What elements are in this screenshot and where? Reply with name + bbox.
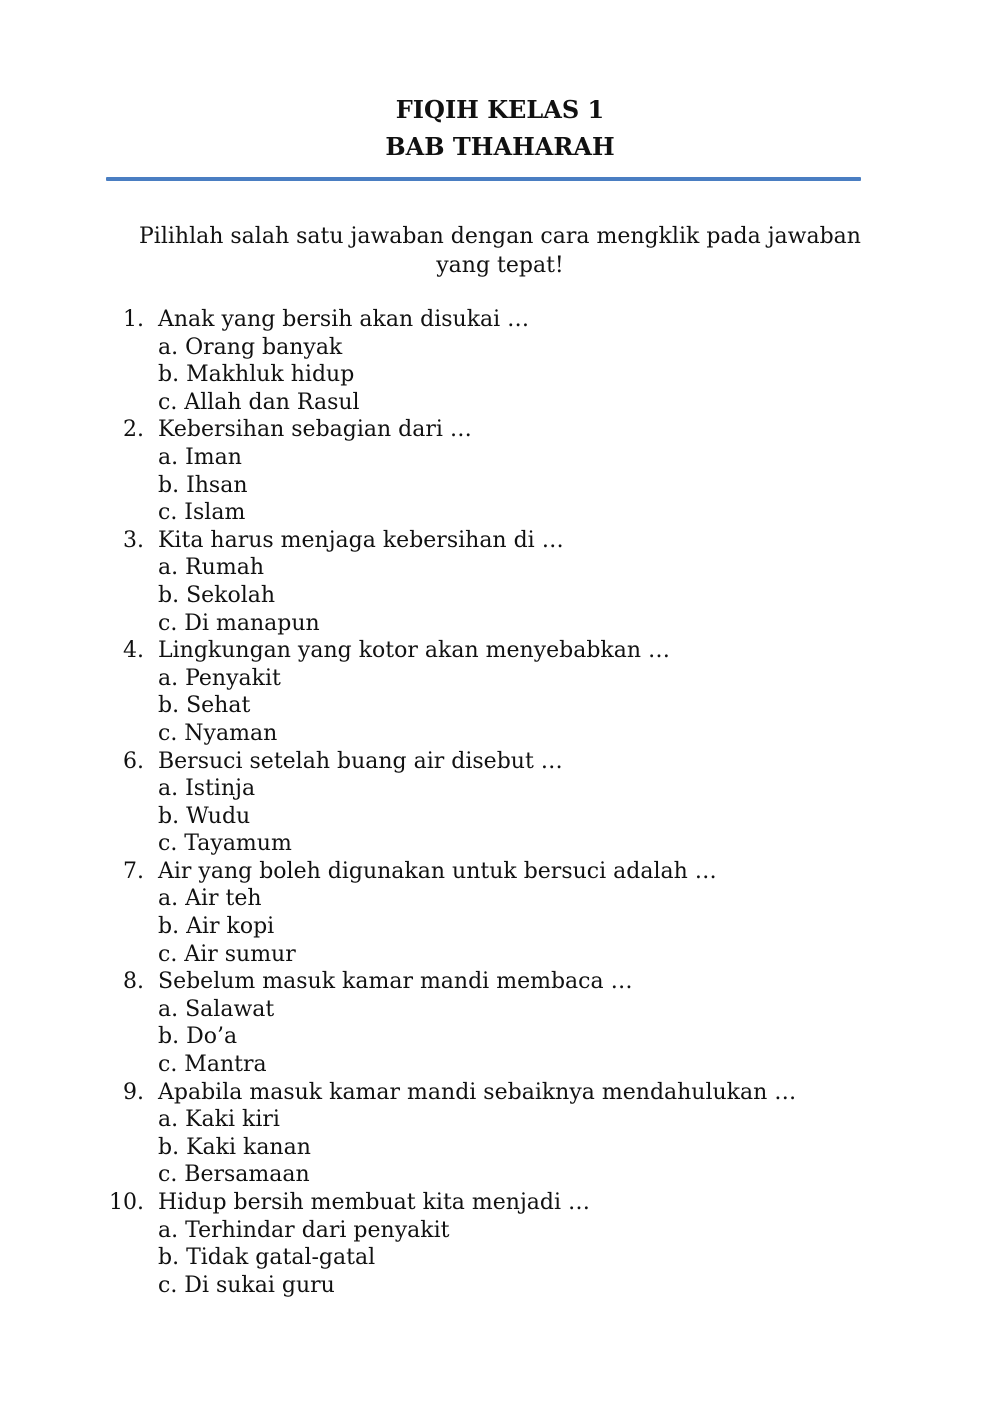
answer-option[interactable]: a. Salawat bbox=[158, 996, 275, 1022]
question-text: Anak yang bersih akan disukai … bbox=[158, 307, 530, 332]
question-number: 3. bbox=[123, 527, 144, 553]
question-item bbox=[0, 1079, 1000, 1189]
answer-option[interactable]: a. Penyakit bbox=[158, 665, 281, 691]
answer-option[interactable]: a. Iman bbox=[158, 444, 242, 470]
title-divider bbox=[106, 177, 861, 181]
question-row bbox=[0, 1189, 1000, 1217]
answer-option[interactable]: b. Makhluk hidup bbox=[158, 362, 355, 388]
question-list bbox=[0, 306, 1000, 1299]
question-number: 4. bbox=[123, 638, 144, 664]
answer-option[interactable]: b. Ihsan bbox=[158, 472, 248, 498]
question-row bbox=[0, 858, 1000, 886]
question-text: Bersuci setelah buang air disebut … bbox=[158, 748, 563, 774]
question-text: Air yang boleh digunakan untuk bersuci adalah … bbox=[158, 858, 717, 884]
answer-option[interactable]: a. Orang banyak bbox=[158, 334, 343, 360]
question-row bbox=[0, 748, 1000, 776]
answer-option[interactable]: b. Sekolah bbox=[158, 582, 276, 608]
answer-option[interactable]: b. Kaki kanan bbox=[158, 1134, 311, 1160]
answer-option[interactable]: a. Istinja bbox=[158, 776, 256, 802]
question-text: Kebersihan sebagian dari … bbox=[158, 417, 472, 443]
question-number: 7. bbox=[123, 858, 144, 884]
answer-option[interactable]: c. Di sukai guru bbox=[158, 1272, 335, 1298]
answer-option[interactable]: a. Rumah bbox=[158, 555, 264, 581]
question-row bbox=[0, 637, 1000, 665]
page-title: FIQIH KELAS 1 bbox=[395, 95, 605, 124]
question-number: 6. bbox=[123, 748, 144, 774]
question-item bbox=[0, 416, 1000, 526]
question-number: 2. bbox=[123, 417, 144, 443]
answer-option[interactable]: c. Allah dan Rasul bbox=[158, 389, 360, 415]
answer-option[interactable]: b. Air kopi bbox=[158, 914, 275, 940]
question-text: Sebelum masuk kamar mandi membaca … bbox=[158, 969, 633, 995]
question-item bbox=[0, 306, 1000, 416]
question-row bbox=[0, 968, 1000, 996]
answer-option[interactable]: a. Air teh bbox=[158, 886, 262, 912]
question-text: Hidup bersih membuat kita menjadi … bbox=[158, 1190, 591, 1215]
instruction-text: Pilihlah salah satu jawaban dengan cara mengklik pada jawaban yang tepat! bbox=[139, 224, 861, 278]
question-number: 8. bbox=[123, 969, 144, 995]
page-subtitle: BAB THAHARAH bbox=[385, 132, 615, 161]
answer-option[interactable]: c. Di manapun bbox=[158, 610, 320, 636]
question-row bbox=[0, 416, 1000, 444]
answer-option[interactable]: c. Nyaman bbox=[158, 720, 278, 746]
question-row bbox=[0, 306, 1000, 334]
question-row bbox=[0, 527, 1000, 555]
answer-option[interactable]: b. Wudu bbox=[158, 803, 251, 829]
question-item bbox=[0, 1189, 1000, 1299]
answer-option[interactable]: b. Sehat bbox=[158, 693, 251, 719]
answer-option[interactable]: c. Air sumur bbox=[158, 941, 296, 967]
question-number: 9. bbox=[123, 1079, 144, 1105]
question-text: Lingkungan yang kotor akan menyebabkan … bbox=[158, 638, 671, 664]
question-number: 1. bbox=[123, 307, 144, 332]
answer-option[interactable]: c. Tayamum bbox=[158, 831, 292, 857]
answer-option[interactable]: a. Kaki kiri bbox=[158, 1107, 280, 1133]
question-text: Kita harus menjaga kebersihan di … bbox=[158, 527, 564, 553]
question-item bbox=[0, 968, 1000, 1078]
answer-option[interactable]: c. Mantra bbox=[158, 1052, 267, 1078]
question-number: 10. bbox=[109, 1190, 144, 1215]
answer-option[interactable]: c. Islam bbox=[158, 500, 246, 526]
answer-option[interactable]: b. Do’a bbox=[158, 1024, 238, 1050]
question-text: Apabila masuk kamar mandi sebaiknya mendahulukan … bbox=[158, 1079, 797, 1105]
question-row bbox=[0, 1079, 1000, 1107]
answer-option[interactable]: b. Tidak gatal-gatal bbox=[158, 1245, 376, 1271]
question-item bbox=[0, 637, 1000, 747]
question-item bbox=[0, 858, 1000, 968]
question-item bbox=[0, 748, 1000, 858]
answer-option[interactable]: a. Terhindar dari penyakit bbox=[158, 1217, 450, 1243]
question-item bbox=[0, 527, 1000, 637]
answer-option[interactable]: c. Bersamaan bbox=[158, 1162, 310, 1188]
